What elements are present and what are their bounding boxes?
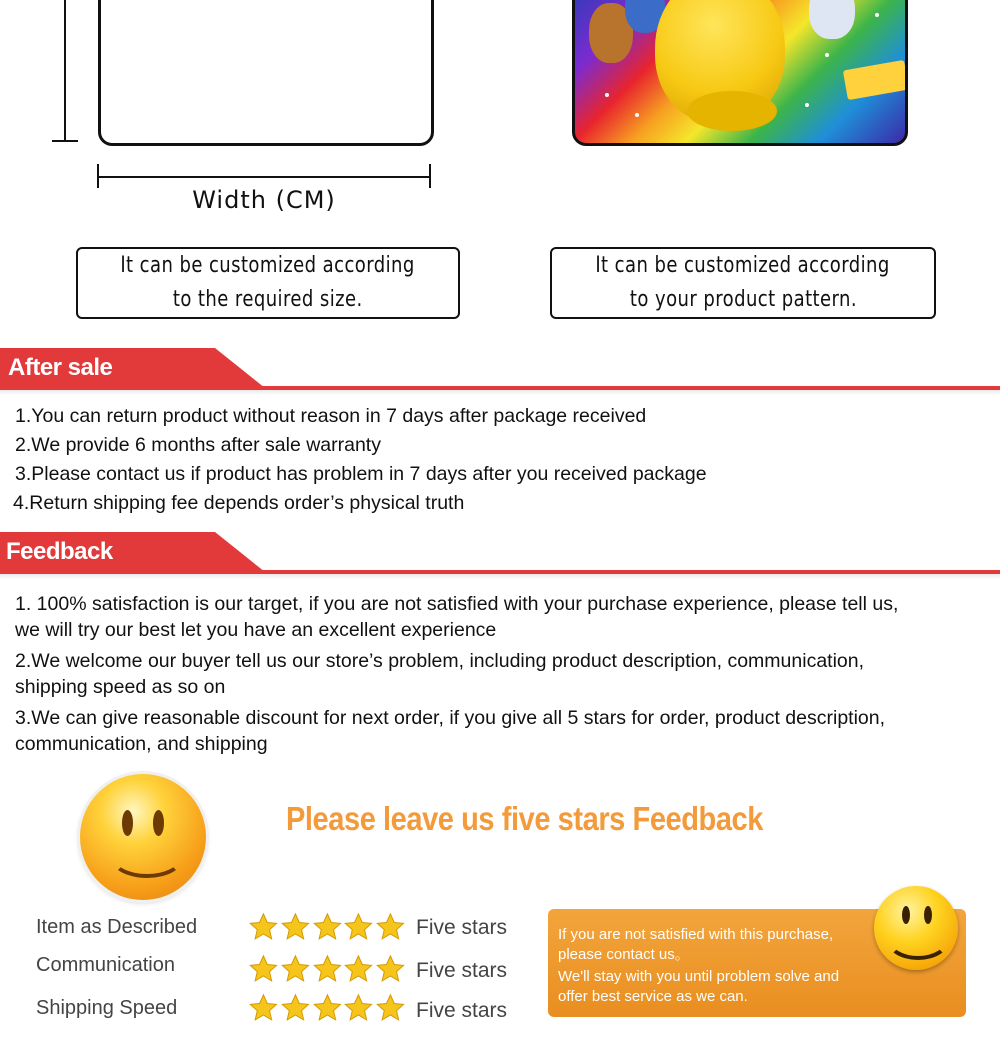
product-pattern-image (572, 0, 908, 146)
list-item-line: 2.We welcome our buyer tell us our store’s problem, including product description, communication, (15, 650, 865, 672)
list-item (15, 591, 898, 643)
width-dimension-tick-left (97, 164, 99, 188)
smiley-eye (122, 810, 133, 836)
character-figure (809, 0, 855, 39)
feedback-list (15, 591, 898, 762)
list-item (15, 648, 898, 700)
list-item-line: 1. 100% satisfaction is our target, if you are not satisfied with your purchase experience, please tell us, (15, 593, 899, 615)
section-shadow (0, 390, 1000, 395)
smiley-eye (153, 810, 164, 836)
five-stars-headline: Please leave us five stars Feedback (286, 800, 763, 837)
section-shadow (0, 574, 1000, 579)
notice-line: If you are not satisfied with this purchase, (558, 926, 834, 943)
smiley-icon (80, 774, 206, 900)
star-icon (375, 993, 406, 1023)
smiley-mouth (110, 836, 184, 878)
notice-line: please contact us。 (558, 946, 690, 963)
list-item: 1.You can return product without reason in 7 days after package received (15, 405, 647, 427)
star-icon (375, 912, 406, 942)
logo-artwork (843, 60, 908, 100)
character-figure-foot (687, 91, 777, 131)
note-line: to your product pattern. (629, 287, 857, 312)
star-icon (280, 912, 311, 942)
after-sale-header (0, 348, 1000, 390)
sparkle (875, 13, 879, 17)
star-icon (312, 912, 343, 942)
size-outline-box (98, 0, 434, 146)
rating-value: Five stars (416, 959, 508, 982)
star-icon (280, 993, 311, 1023)
section-title: After sale (8, 354, 113, 381)
note-line: It can be customized according (120, 253, 416, 278)
list-item-line: shipping speed as so on (15, 676, 226, 698)
smiley-mouth (886, 918, 950, 960)
pattern-customization-note (550, 247, 936, 319)
star-icon (280, 954, 311, 984)
list-item: 2.We provide 6 months after sale warranty (15, 434, 381, 456)
rating-label: Item as Described (36, 916, 198, 938)
rating-label: Shipping Speed (36, 997, 178, 1019)
width-dimension-line (98, 176, 430, 178)
height-dimension-tick (52, 140, 78, 142)
sparkle (805, 103, 809, 107)
after-sale-list (15, 402, 707, 518)
star-icon (343, 912, 374, 942)
list-item-line: 3.We can give reasonable discount for next order, if you give all 5 stars for order, product description, (15, 707, 886, 729)
list-item-line: we will try our best let you have an excellent experience (15, 619, 497, 641)
smiley-icon (874, 886, 958, 970)
notice-line: offer best service as we can. (558, 988, 748, 1005)
star-icon (248, 993, 279, 1023)
star-rating (248, 912, 406, 942)
list-item: 3.Please contact us if product has problem in 7 days after you received package (15, 463, 707, 485)
list-item (15, 705, 898, 757)
note-line: It can be customized according (595, 253, 891, 278)
section-title: Feedback (6, 538, 113, 565)
feedback-header (0, 532, 1000, 574)
width-label: Width (CM) (192, 186, 336, 214)
star-icon (312, 993, 343, 1023)
note-line: to the required size. (173, 287, 363, 312)
star-icon (375, 954, 406, 984)
rating-value: Five stars (416, 916, 508, 939)
size-customization-note (76, 247, 460, 319)
sparkle (825, 53, 829, 57)
star-icon (343, 993, 374, 1023)
list-item-line: communication, and shipping (15, 733, 268, 755)
rating-value: Five stars (416, 999, 508, 1022)
star-icon (343, 954, 374, 984)
sparkle (605, 93, 609, 97)
sparkle (635, 113, 639, 117)
rating-label: Communication (36, 954, 175, 976)
list-item: 4.Return shipping fee depends order’s physical truth (13, 492, 465, 514)
star-icon (312, 954, 343, 984)
width-dimension-tick-right (429, 164, 431, 188)
star-icon (248, 954, 279, 984)
star-rating (248, 993, 406, 1023)
height-dimension-line (64, 0, 66, 142)
notice-line: We'll stay with you until problem solve and (558, 968, 840, 985)
notice-text (558, 925, 878, 1007)
star-icon (248, 912, 279, 942)
star-rating (248, 954, 406, 984)
